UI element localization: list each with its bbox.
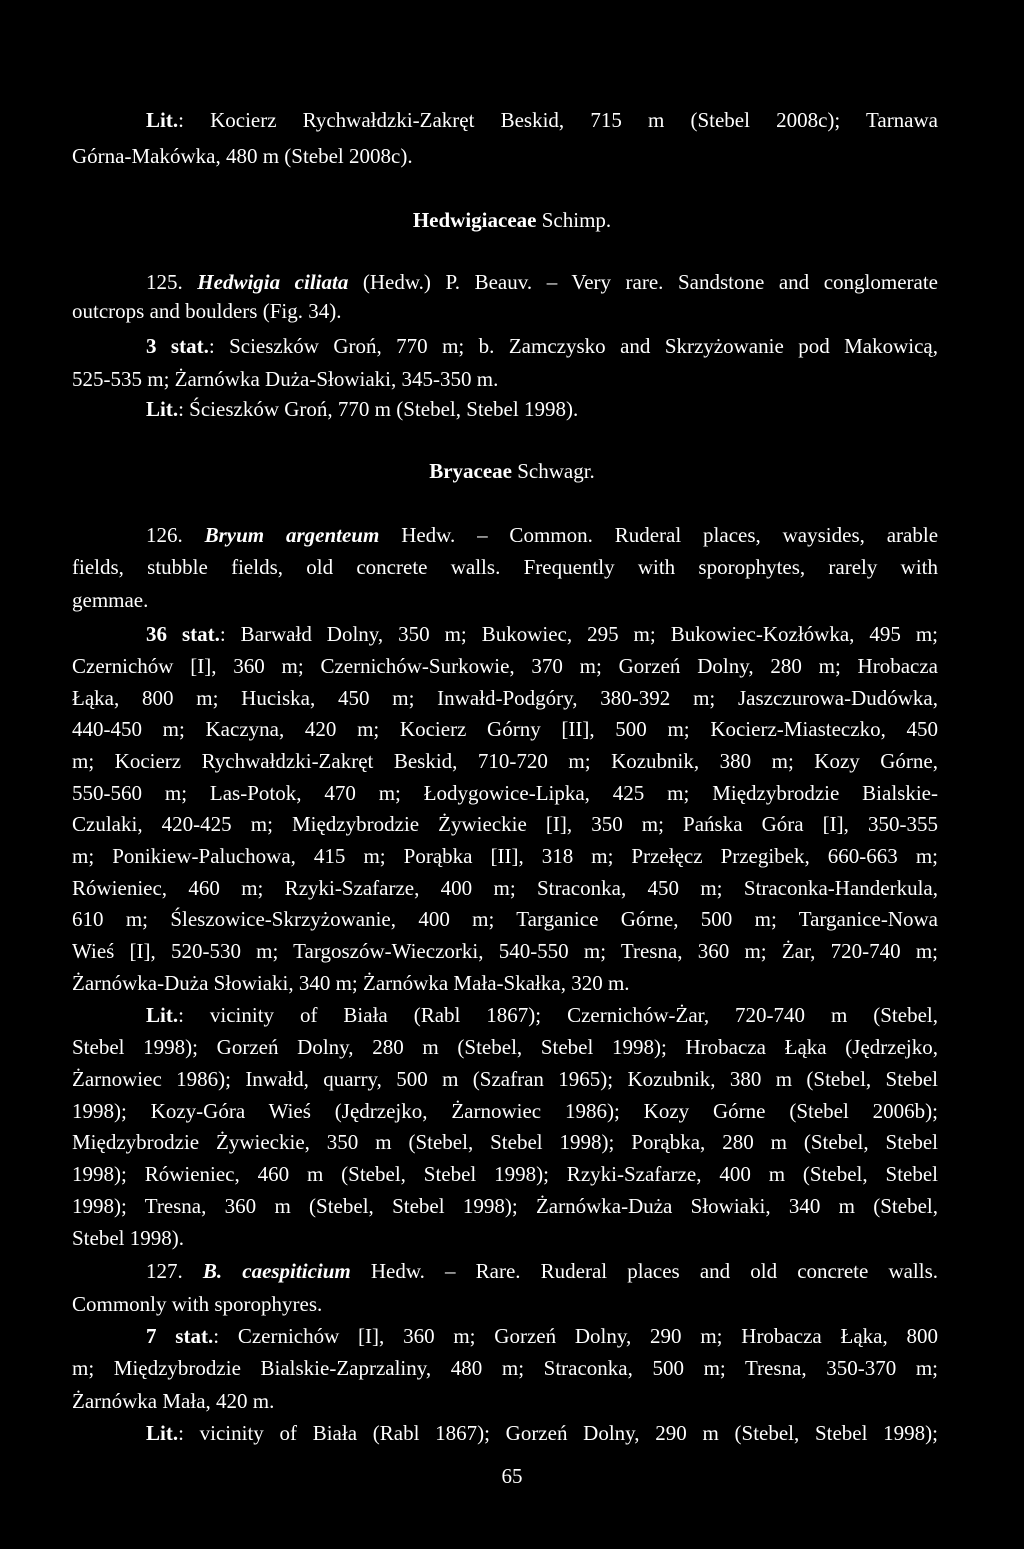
text-line: m; Międzybrodzie Bialskie-Zaprzaliny, 480 m; Straconka, 500 m; Tresna, 350-370 m; <box>72 1356 938 1380</box>
text-line: Czulaki, 420-425 m; Międzybrodzie Żywieckie [I], 350 m; Pańska Góra [I], 350-355 <box>72 812 938 836</box>
text-line: Żarnówka-Duża Słowiaki, 340 m; Żarnówka Mała-Skałka, 320 m. <box>72 971 630 995</box>
species-entry-127: 127. B. caespiticium Hedw. – Rare. Ruderal places and old concrete walls. <box>146 1259 939 1283</box>
text-line: fields, stubble fields, old concrete walls. Frequently with sporophytes, rarely with <box>72 555 938 579</box>
text-line: outcrops and boulders (Fig. 34). <box>72 299 342 323</box>
text-line: Rówieniec, 460 m; Rzyki-Szafarze, 400 m; Straconka, 450 m; Straconka-Handerkula, <box>72 876 938 900</box>
family-heading: Bryaceae Schwagr. <box>429 459 595 483</box>
text-line: Lit.: Ścieszków Groń, 770 m (Stebel, Stebel 1998). <box>146 397 579 421</box>
stat-label: 36 stat. <box>146 622 220 646</box>
text-line: Żarnowiec 1986); Inwałd, quarry, 500 m (Szafran 1965); Kozubnik, 380 m (Stebel, Stebel <box>72 1067 938 1091</box>
species-name: Hedwigia ciliata <box>197 270 349 294</box>
text-line: 1998); Kozy-Góra Wieś (Jędrzejko, Żarnowiec 1986); Kozy Górne (Stebel 2006b); <box>72 1099 938 1123</box>
text-line: Stebel 1998); Gorzeń Dolny, 280 m (Stebel, Stebel 1998); Hrobacza Łąka (Jędrzejko, <box>72 1035 938 1059</box>
text-line: Czernichów [I], 360 m; Czernichów-Surkowie, 370 m; Gorzeń Dolny, 280 m; Hrobacza <box>72 654 938 678</box>
text-line: m; Ponikiew-Paluchowa, 415 m; Porąbka [II], 318 m; Przełęcz Przegibek, 660-663 m; <box>72 844 938 868</box>
lit-label: Lit. <box>146 1421 179 1445</box>
text-line: Żarnówka Mała, 420 m. <box>72 1389 275 1413</box>
text-line: Commonly with sporophyres. <box>72 1292 323 1316</box>
text-line: gemmae. <box>72 588 149 612</box>
species-name: Bryum argenteum <box>204 523 380 547</box>
text-line: Lit.: vicinity of Biała (Rabl 1867); Gorzeń Dolny, 290 m (Stebel, Stebel 1998); <box>146 1421 938 1445</box>
text-line: Łąka, 800 m; Huciska, 450 m; Inwałd-Podgóry, 380-392 m; Jaszczurowa-Dudówka, <box>72 686 938 710</box>
text-line: Międzybrodzie Żywieckie, 350 m (Stebel, Stebel 1998); Porąbka, 280 m (Stebel, Stebel <box>72 1130 938 1154</box>
text-line: 7 stat.: Czernichów [I], 360 m; Gorzeń Dolny, 290 m; Hrobacza Łąka, 800 <box>146 1324 938 1348</box>
text-line: Górna-Makówka, 480 m (Stebel 2008c). <box>72 144 413 168</box>
page-number: 65 <box>501 1464 523 1488</box>
text-line: 525-535 m; Żarnówka Duża-Słowiaki, 345-350 m. <box>72 367 499 391</box>
text-line: 1998); Rówieniec, 460 m (Stebel, Stebel 1998); Rzyki-Szafarze, 400 m (Stebel, Stebel <box>72 1162 938 1186</box>
species-entry-126: 126. Bryum argenteum Hedw. – Common. Ruderal places, waysides, arable <box>146 523 939 547</box>
text-line: 3 stat.: Scieszków Groń, 770 m; b. Zamczysko and Skrzyżowanie pod Makowicą, <box>146 334 938 358</box>
lit-label: Lit. <box>146 108 179 132</box>
text-line: Wieś [I], 520-530 m; Targoszów-Wieczorki, 540-550 m; Tresna, 360 m; Żar, 720-740 m; <box>72 939 938 963</box>
text-line: 610 m; Śleszowice-Skrzyżowanie, 400 m; Targanice Górne, 500 m; Targanice-Nowa <box>72 907 938 931</box>
text-line: Stebel 1998). <box>72 1226 184 1250</box>
family-heading: Hedwigiaceae Schimp. <box>412 208 612 232</box>
stat-label: 7 stat. <box>146 1324 214 1348</box>
text-line: m; Kocierz Rychwałdzki-Zakręt Beskid, 710-720 m; Kozubnik, 380 m; Kozy Górne, <box>72 749 938 773</box>
species-name: B. caespiticium <box>202 1259 351 1283</box>
text-line: 1998); Tresna, 360 m (Stebel, Stebel 1998); Żarnówka-Duża Słowiaki, 340 m (Stebel, <box>72 1194 938 1218</box>
text-line: Lit.: Kocierz Rychwałdzki-Zakręt Beskid, 715 m (Stebel 2008c); Tarnawa <box>146 108 938 132</box>
lit-label: Lit. <box>146 397 179 421</box>
text-line: 36 stat.: Barwałd Dolny, 350 m; Bukowiec, 295 m; Bukowiec-Kozłówka, 495 m; <box>146 622 938 646</box>
lit-label: Lit. <box>146 1003 179 1027</box>
text-line: 550-560 m; Las-Potok, 470 m; Łodygowice-Lipka, 425 m; Międzybrodzie Bialskie- <box>72 781 938 805</box>
stat-label: 3 stat. <box>146 334 209 358</box>
species-entry-125: 125. Hedwigia ciliata (Hedw.) P. Beauv. – Very rare. Sandstone and conglomerate <box>146 270 938 294</box>
text-line: Lit.: vicinity of Biała (Rabl 1867); Czernichów-Żar, 720-740 m (Stebel, <box>146 1003 938 1027</box>
text-line: 440-450 m; Kaczyna, 420 m; Kocierz Górny [II], 500 m; Kocierz-Miasteczko, 450 <box>72 717 938 741</box>
